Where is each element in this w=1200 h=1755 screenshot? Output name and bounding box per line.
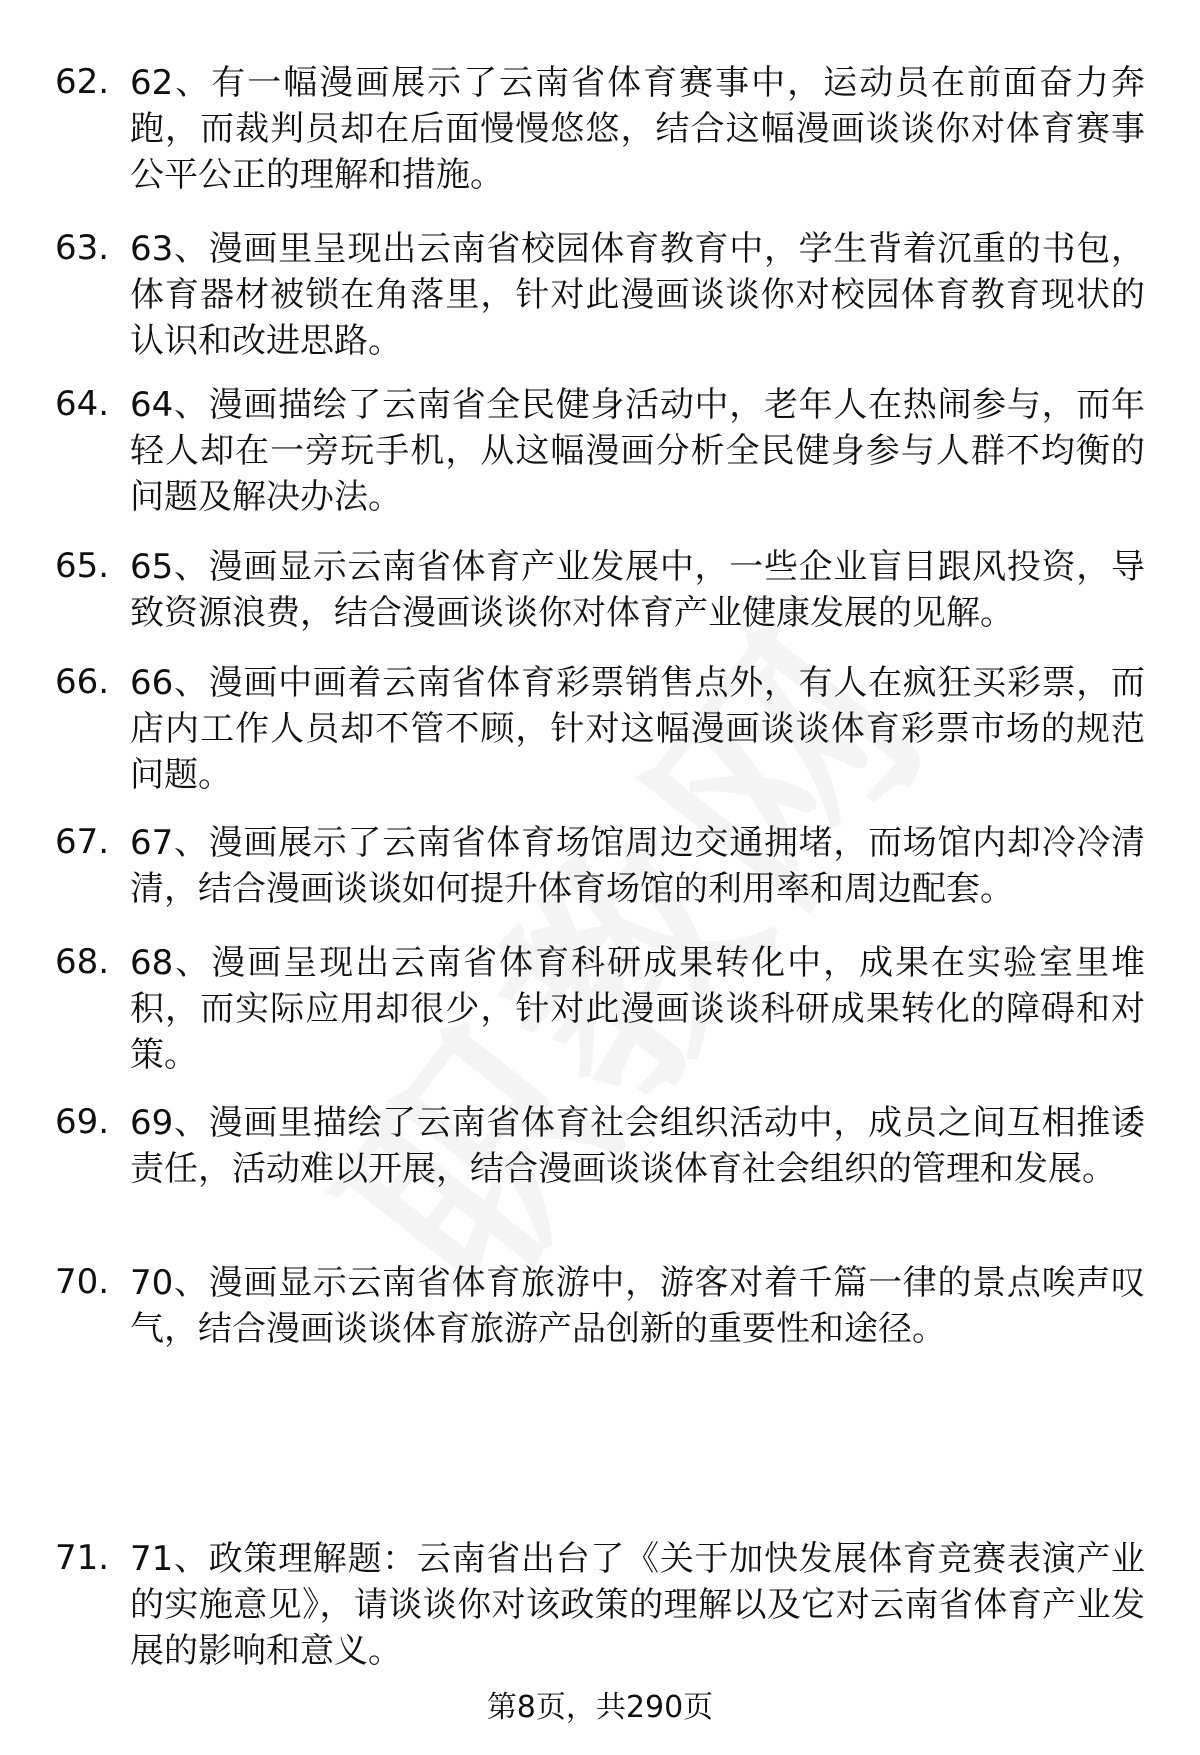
item-text: 66、漫画中画着云南省体育彩票销售点外，有人在疯狂买彩票，而店内工作人员却不管不顾，针对这幅漫画谈谈体育彩票市场的规范问题。: [130, 663, 1145, 795]
item-text: 62、有一幅漫画展示了云南省体育赛事中，运动员在前面奋力奔跑，而裁判员却在后面慢慢悠悠，结合这幅漫画谈谈你对体育赛事公平公正的理解和措施。: [130, 63, 1145, 195]
item-number: 63.: [55, 228, 110, 268]
item-text: 67、漫画展示了云南省体育场馆周边交通拥堵，而场馆内却冷冷清清，结合漫画谈谈如何提升体育场馆的利用率和周边配套。: [130, 823, 1145, 909]
item-text: 69、漫画里描绘了云南省体育社会组织活动中，成员之间互相推诿责任，活动难以开展，结合漫画谈谈体育社会组织的管理和发展。: [130, 1103, 1145, 1189]
item-number: 70.: [55, 1262, 110, 1302]
item-text: 65、漫画显示云南省体育产业发展中，一些企业盲目跟风投资，导致资源浪费，结合漫画谈谈你对体育产业健康发展的见解。: [130, 547, 1145, 633]
item-text: 70、漫画显示云南省体育旅游中，游客对着千篇一律的景点唉声叹气，结合漫画谈谈体育旅游产品创新的重要性和途径。: [130, 1263, 1145, 1349]
item-text: 68、漫画呈现出云南省体育科研成果转化中，成果在实验室里堆积，而实际应用却很少，针对此漫画谈谈科研成果转化的障碍和对策。: [130, 943, 1145, 1075]
item-text: 71、政策理解题：云南省出台了《关于加快发展体育竞赛表演产业的实施意见》，请谈谈你对该政策的理解以及它对云南省体育产业发展的影响和意义。: [130, 1539, 1145, 1671]
item-number: 71.: [55, 1538, 110, 1578]
item-number: 62.: [55, 62, 110, 102]
item-number: 67.: [55, 822, 110, 862]
item-number: 64.: [55, 384, 110, 424]
item-number: 68.: [55, 942, 110, 982]
item-text: 63、漫画里呈现出云南省校园体育教育中，学生背着沉重的书包，体育器材被锁在角落里，针对此漫画谈谈你对校园体育教育现状的认识和改进思路。: [130, 229, 1145, 361]
item-number: 69.: [55, 1102, 110, 1142]
item-text: 64、漫画描绘了云南省全民健身活动中，老年人在热闹参与，而年轻人却在一旁玩手机，从这幅漫画分析全民健身参与人群不均衡的问题及解决办法。: [130, 385, 1145, 517]
page-footer: 第8页，共290页: [486, 1690, 714, 1725]
item-number: 65.: [55, 546, 110, 586]
item-number: 66.: [55, 662, 110, 702]
